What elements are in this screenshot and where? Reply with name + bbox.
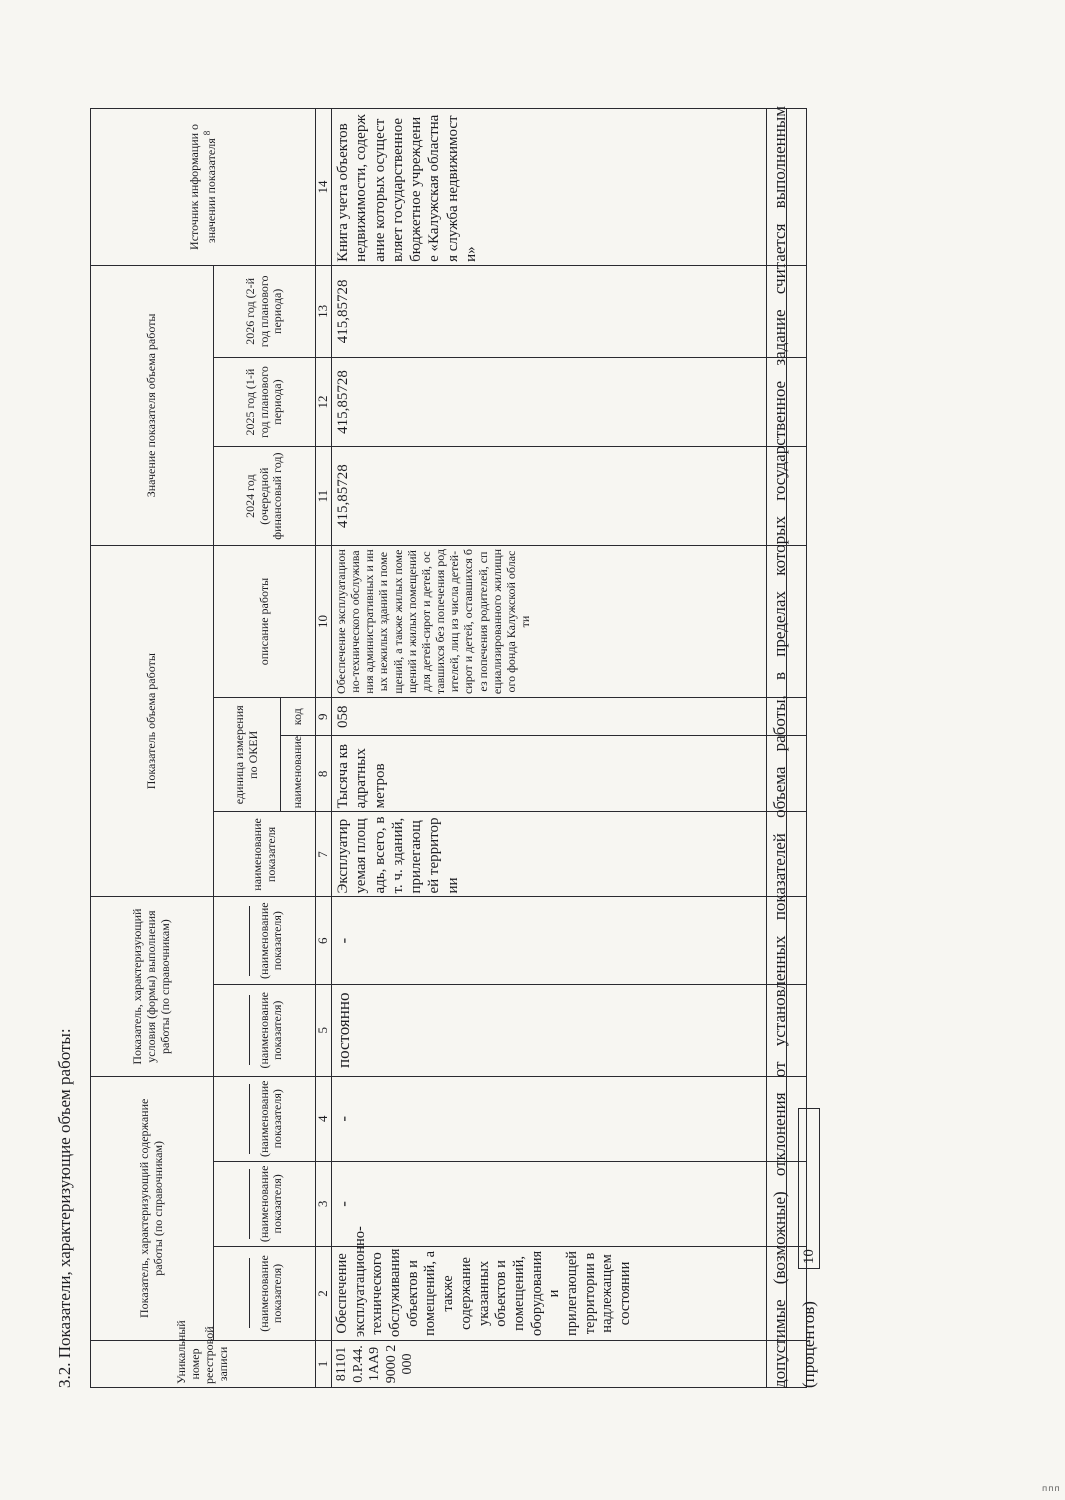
percent-line xyxy=(798,1108,820,1388)
column-number: 4 xyxy=(316,1076,332,1161)
column-number: 5 xyxy=(316,984,332,1076)
header-registry: Уникальный номер реестровой записи xyxy=(91,1340,316,1387)
column-number: 6 xyxy=(316,897,332,984)
work-volume-table xyxy=(90,108,807,1388)
header-content-2: (наименование показателя) xyxy=(214,1161,316,1246)
column-number: 2 xyxy=(316,1246,332,1340)
column-number: 11 xyxy=(316,447,332,546)
unit-code: 058 xyxy=(332,698,767,736)
header-year-2025: 2025 год (1-й год планового периода) xyxy=(214,357,316,447)
percent-label: (процентов) xyxy=(799,1301,819,1388)
header-value-group: Значение показателя объема работы xyxy=(91,265,214,545)
content-indicator-2: - xyxy=(332,1161,767,1246)
header-condition-1: (наименование показателя) xyxy=(214,984,316,1076)
condition-indicator-1: постоянно xyxy=(332,984,767,1076)
column-number: 12 xyxy=(316,357,332,447)
header-year-2024: 2024 год (очередной финансовый год) xyxy=(214,447,316,546)
header-conditions-group: Показатель, характеризующий условия (формы) выполнения работы (по справочникам) xyxy=(91,897,214,1076)
header-condition-2: (наименование показателя) xyxy=(214,897,316,984)
header-unit-okei: единица измерения по ОКЕИ xyxy=(214,698,281,812)
header-content-group: Показатель, характеризующий содержание работы (по справочникам) xyxy=(91,1076,214,1340)
column-number: 14 xyxy=(316,109,332,266)
header-source: Источник информации о значении показателя $^8$ xyxy=(91,109,316,266)
indicator-name: Эксплуатируемая площадь, всего, в т. ч. зданий, прилегающей территории xyxy=(332,812,767,897)
column-number: 3 xyxy=(316,1161,332,1246)
header-year-2026: 2026 год (2-й год планового периода) xyxy=(214,265,316,357)
header-content-1: (наименование показателя) xyxy=(214,1246,316,1340)
percent-value-box: 10 xyxy=(798,1108,820,1269)
section-heading: 3.2. Показатели, характеризующие объем работы: xyxy=(55,1028,74,1388)
content-indicator-3: - xyxy=(332,1076,767,1161)
value-2024: 415,85728 xyxy=(332,447,767,546)
information-source: Книга учета объектов недвижимости, содержание которых осуществляет государственное бюджетное учреждение «Калужская областная служба недвижимости» xyxy=(332,109,767,266)
column-number: 1 xyxy=(316,1340,332,1387)
value-2025: 415,85728 xyxy=(332,357,767,447)
corner-mark: ппп xyxy=(1042,1484,1061,1493)
header-unit-name: наименование xyxy=(281,736,316,812)
footnote-marker: 8 xyxy=(201,130,212,136)
deviation-text: допустимые (возможные) отклонения от установленных показателей объема работы, в пределах которых государственное задание считается выполненным xyxy=(770,106,789,1388)
column-number-row xyxy=(316,109,332,1388)
registry-number: 811010.Р.44.1АА99000 2000 xyxy=(332,1340,767,1387)
column-number: 7 xyxy=(316,812,332,897)
column-number: 8 xyxy=(316,736,332,812)
column-number: 10 xyxy=(316,545,332,697)
header-volume-group: Показатель объема работы xyxy=(91,545,214,897)
work-description: Обеспечение эксплуатационно-технического обслуживания административных и иных нежилых зданий и помещений, а также жилых помещений и жилых помещений для детей-сирот и детей, оставшихся без попечения родителей, лиц из числа детей-сирот и детей, оставшихся без попечения родителей, специализированного жилищного фонда Калужской области xyxy=(332,545,767,697)
content-indicator-1: Обеспечение эксплуатационно-технического обслуживания объектов и помещений, а также содержание указанных объектов и помещений, оборудования и прилегающей территории в надлежащем состоянии xyxy=(332,1246,767,1340)
value-2026: 415,85728 xyxy=(332,265,767,357)
header-unit-code: код xyxy=(281,698,316,736)
column-number: 13 xyxy=(316,265,332,357)
unit-name: Тысяча квадратных метров xyxy=(332,736,767,812)
header-work-description: описание работы xyxy=(214,545,316,697)
header-content-3: (наименование показателя) xyxy=(214,1076,316,1161)
table-row xyxy=(332,109,767,1388)
header-indicator-name: наименование показателя xyxy=(214,812,316,897)
column-number: 9 xyxy=(316,698,332,736)
condition-indicator-2: - xyxy=(332,897,767,984)
